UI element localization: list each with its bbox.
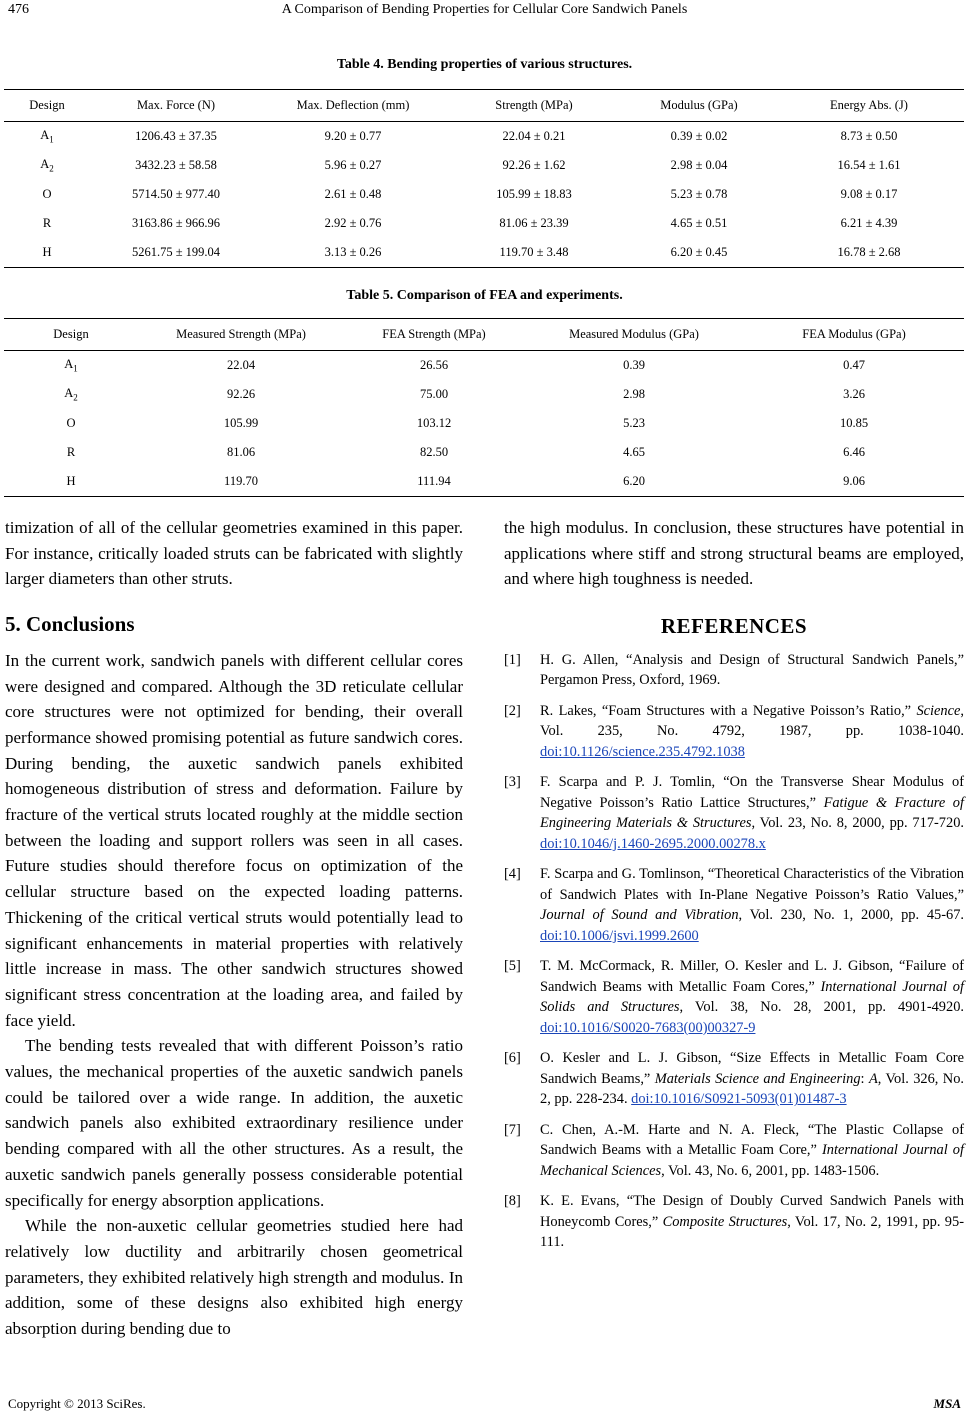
table-cell: 111.94 xyxy=(344,467,524,497)
table-cell: 6.21 ± 4.39 xyxy=(840,216,898,230)
table-cell: 105.99 xyxy=(223,416,259,430)
design-cell: $A_1$ xyxy=(64,357,78,374)
reference-text: O. Kesler and L. J. Gibson, “Size Effects in Metallic Foam Core Sandwich Beams,” Materials Science and Engineering: A, Vol. 326, No. 2, pp. 228-234. doi:10.1016/S0921-5093(01)01487-3 xyxy=(540,1050,964,1108)
table-cell: 22.04 ± 0.21 xyxy=(502,129,566,143)
design-cell: H xyxy=(4,467,138,497)
table-cell: 105.99 ± 18.83 xyxy=(496,187,572,201)
table-cell: 5714.50 ± 977.40 xyxy=(131,187,221,201)
column-header: Design xyxy=(4,319,138,351)
table-cell: 0.47 xyxy=(843,358,865,372)
journal-name: Fatigue & Fracture of Engineering Materials & Structures xyxy=(540,794,964,832)
reference-list xyxy=(504,650,964,1253)
table-row xyxy=(4,351,964,381)
table5 xyxy=(4,318,964,497)
journal-name: A xyxy=(868,1070,878,1087)
journal-abbrev: MSA xyxy=(933,1396,961,1411)
reference-item xyxy=(504,956,964,1038)
column-header: Max. Force (N) xyxy=(90,90,262,122)
references-title: REFERENCES xyxy=(660,614,808,639)
table-cell: 9.20 ± 0.77 xyxy=(324,129,382,143)
design-cell: R xyxy=(42,216,52,230)
table-row xyxy=(4,209,964,238)
reference-number: [7] xyxy=(504,1121,521,1138)
journal-name: International Journal of Solids and Structures xyxy=(540,978,964,1016)
conclusions-paragraph-1: In the current work, sandwich panels with different cellular cores were designed and compared. Although the 3D reticulate cellular core structures were not optimized for bending, their overall performance showed promising potential as future sandwich cores. During bending, the auxetic sandwich panels exhibited homogeneous distribution of stress and deformation. Failure by fracture of the vertical struts located roughly at the middle section between the loading and support rollers was seen in all cases. Future studies should therefore focus on optimization of the cellular structure based on the expected loading patterns. Thickening of the critical vertical struts would potentially lead to significant enhancements in material properties with relatively little increase in mass. The other sandwich structures showed significant stress concentration at the loading area, and failed by face yield. xyxy=(5,650,463,1030)
doi-link[interactable]: doi:10.1006/jsvi.1999.2600 xyxy=(540,927,699,944)
design-cell: $A_2$ xyxy=(40,157,54,174)
design-cell: R xyxy=(66,445,76,459)
table-row xyxy=(4,409,964,438)
journal-name: Journal of Sound and Vibration xyxy=(540,907,739,924)
copyright-footer: Copyright © 2013 SciRes. xyxy=(8,1396,146,1411)
table-cell: 0.39 xyxy=(623,358,645,372)
reference-text: T. M. McCormack, R. Miller, O. Kesler and L. J. Gibson, “Failure of Sandwich Beams with Metallic Foam Cores,” International Journal of Solids and Structures, Vol. 38, No. 28, 2001, pp. 4901-4920. doi:10.1016/S0020-7683(00)00327-9 xyxy=(540,958,964,1036)
table-cell: 6.46 xyxy=(843,445,865,459)
running-title: A Comparison of Bending Properties for Cellular Core Sandwich Panels xyxy=(281,2,688,17)
conclusions-continuation: the high modulus. In conclusion, these structures have potential in applications where stiff and strong structural beams are employed, and where high toughness is needed. xyxy=(504,518,964,589)
left-column xyxy=(5,515,463,1342)
table-row xyxy=(4,380,964,409)
table-cell: 4.65 ± 0.51 xyxy=(670,216,728,230)
design-cell: $A_1$ xyxy=(40,128,54,145)
reference-item xyxy=(504,1120,964,1182)
table4 xyxy=(4,89,964,268)
table-row xyxy=(4,180,964,209)
table-cell: 92.26 xyxy=(226,387,256,401)
column-header: Max. Deflection (mm) xyxy=(262,90,444,122)
table-cell: 2.98 ± 0.04 xyxy=(670,158,728,172)
reference-item xyxy=(504,650,964,691)
table-cell: 10.85 xyxy=(839,416,869,430)
table-cell: 8.73 ± 0.50 xyxy=(840,129,898,143)
reference-number: [1] xyxy=(504,651,521,668)
column-header: Energy Abs. (J) xyxy=(774,90,964,122)
journal-name: Materials Science and Engineering xyxy=(654,1070,861,1087)
column-header: Modulus (GPa) xyxy=(624,90,774,122)
column-header: Measured Strength (MPa) xyxy=(138,319,344,351)
design-cell: $A_2$ xyxy=(64,386,78,403)
table-cell: 6.20 xyxy=(524,467,744,497)
table-cell: 5.23 ± 0.78 xyxy=(670,187,728,201)
design-subscript: 2 xyxy=(49,163,54,174)
table-cell: 9.08 ± 0.17 xyxy=(840,187,898,201)
table-cell: 1206.43 ± 37.35 xyxy=(135,129,217,143)
doi-link[interactable]: doi:10.1016/S0921-5093(01)01487-3 xyxy=(631,1091,847,1108)
table-cell: 0.39 ± 0.02 xyxy=(670,129,728,143)
table-cell: 5261.75 ± 199.04 xyxy=(90,238,262,268)
table-cell: 2.98 xyxy=(623,387,645,401)
design-subscript: 1 xyxy=(73,363,78,374)
reference-number: [8] xyxy=(504,1193,521,1210)
table-cell: 103.12 xyxy=(416,416,452,430)
reference-number: [4] xyxy=(504,866,521,883)
table-cell: 92.26 ± 1.62 xyxy=(502,158,566,172)
reference-number: [5] xyxy=(504,958,521,975)
continuation-paragraph: timization of all of the cellular geometries examined in this paper. For instance, critically loaded struts can be fabricated with slightly larger diameters than other struts. xyxy=(5,518,463,589)
design-subscript: 2 xyxy=(73,392,78,403)
doi-link[interactable]: doi:10.1126/science.235.4792.1038 xyxy=(540,743,745,760)
table-cell: 3.13 ± 0.26 xyxy=(262,238,444,268)
reference-text: H. G. Allen, “Analysis and Design of Structural Sandwich Panels,” Pergamon Press, Oxford, 1969. xyxy=(540,651,964,689)
table5-caption: Table 5. Comparison of FEA and experiments. xyxy=(346,288,623,303)
journal-name: International Journal of Mechanical Sciences xyxy=(540,1142,965,1179)
reference-text: F. Scarpa and G. Tomlinson, “Theoretical Characteristics of the Vibration of Sandwich Plates with In-Plane Negative Poisson’s Ratio Values,” Journal of Sound and Vibration, Vol. 230, No. 1, 2000, pp. 45-67. doi:10.1006/jsvi.1999.2600 xyxy=(540,866,964,944)
page-number: 476 xyxy=(8,2,29,17)
table-cell: 2.92 ± 0.76 xyxy=(324,216,382,230)
design-cell: H xyxy=(4,238,90,268)
conclusions-paragraph-2: The bending tests revealed that with different Poisson’s ratio values, the mechanical properties of the auxetic sandwich panels could be tailored over a wide range. In addition, the auxetic sandwich panels also exhibited extraordinary resilience under bending compared with all the other structures. As a result, the auxetic sandwich panels generally possess considerable potential specifically for energy absorption applications. xyxy=(5,1036,463,1210)
journal-name: Composite Structures xyxy=(662,1213,788,1230)
reference-item xyxy=(504,1048,964,1110)
table-cell: 9.06 xyxy=(744,467,964,497)
table-cell: 82.50 xyxy=(419,445,449,459)
reference-number: [6] xyxy=(504,1050,521,1067)
reference-text: K. E. Evans, “The Design of Doubly Curved Sandwich Panels with Honeycomb Cores,” Composite Structures, Vol. 17, No. 2, 1991, pp. 95-111. xyxy=(540,1193,964,1251)
reference-text: F. Scarpa and P. J. Tomlin, “On the Transverse Shear Modulus of Negative Poisson’s Ratio Lattice Structures,” Fatigue & Fracture of Engineering Materials & Structures, Vol. 23, No. 8, 2000, pp. 717-720. doi:10.1046/j.1460-2695.2000.00278.x xyxy=(540,774,964,852)
reference-text: C. Chen, A.-M. Harte and N. A. Fleck, “The Plastic Collapse of Sandwich Beams with a Metallic Foam Core,” International Journal of Mechanical Sciences, Vol. 43, No. 6, 2001, pp. 1483-1506. xyxy=(540,1121,965,1179)
reference-item xyxy=(504,1191,964,1253)
table-row xyxy=(4,467,964,497)
column-header: FEA Strength (MPa) xyxy=(344,319,524,351)
journal-name: Science xyxy=(916,702,961,719)
reference-item xyxy=(504,701,964,763)
table-cell: 22.04 xyxy=(226,358,256,372)
table-cell: 5.96 ± 0.27 xyxy=(324,158,382,172)
conclusions-paragraph-3: While the non-auxetic cellular geometries studied here had relatively low ductility and arbitrarily chosen geometrical parameters, they exhibited relatively high strength and modulus. In addition, some of these designs also exhibited high energy absorption during bending due to xyxy=(5,1216,463,1339)
table-cell: 81.06 xyxy=(226,445,256,459)
table-cell: 119.70 xyxy=(138,467,344,497)
table-cell: 16.54 ± 1.61 xyxy=(837,158,901,172)
reference-item xyxy=(504,864,964,946)
reference-item xyxy=(504,772,964,854)
column-header: Strength (MPa) xyxy=(444,90,624,122)
reference-number: [2] xyxy=(504,702,521,719)
column-header: Design xyxy=(4,90,90,122)
table-cell: 5.23 xyxy=(623,416,645,430)
table4-caption: Table 4. Bending properties of various structures. xyxy=(336,57,633,72)
table-cell: 6.20 ± 0.45 xyxy=(624,238,774,268)
table-row xyxy=(4,438,964,467)
table-cell: 16.78 ± 2.68 xyxy=(774,238,964,268)
table-cell: 75.00 xyxy=(419,387,449,401)
table-cell: 119.70 ± 3.48 xyxy=(444,238,624,268)
reference-text: R. Lakes, “Foam Structures with a Negative Poisson’s Ratio,” Science, Vol. 235, No. 4792, 1987, pp. 1038-1040. doi:10.1126/science.235.4792.1038 xyxy=(540,702,964,760)
right-column xyxy=(504,515,964,1263)
column-header: FEA Modulus (GPa) xyxy=(744,319,964,351)
column-header: Measured Modulus (GPa) xyxy=(524,319,744,351)
table-cell: 3.26 xyxy=(843,387,865,401)
reference-number: [3] xyxy=(504,774,521,791)
table-cell: 81.06 ± 23.39 xyxy=(499,216,569,230)
design-cell: O xyxy=(66,416,76,430)
table-row xyxy=(4,238,964,268)
table-cell: 3163.86 ± 966.96 xyxy=(131,216,221,230)
section-title: 5. Conclusions xyxy=(5,612,135,637)
table-row xyxy=(4,122,964,152)
table-row xyxy=(4,151,964,180)
design-subscript: 1 xyxy=(49,134,54,145)
running-header xyxy=(0,0,969,24)
table-cell: 4.65 xyxy=(623,445,645,459)
table-cell: 2.61 ± 0.48 xyxy=(324,187,382,201)
table-cell: 26.56 xyxy=(419,358,449,372)
doi-link[interactable]: doi:10.1046/j.1460-2695.2000.00278.x xyxy=(540,835,766,852)
table-cell: 3432.23 ± 58.58 xyxy=(135,158,217,172)
design-cell: O xyxy=(42,187,52,201)
doi-link[interactable]: doi:10.1016/S0020-7683(00)00327-9 xyxy=(540,1019,756,1036)
